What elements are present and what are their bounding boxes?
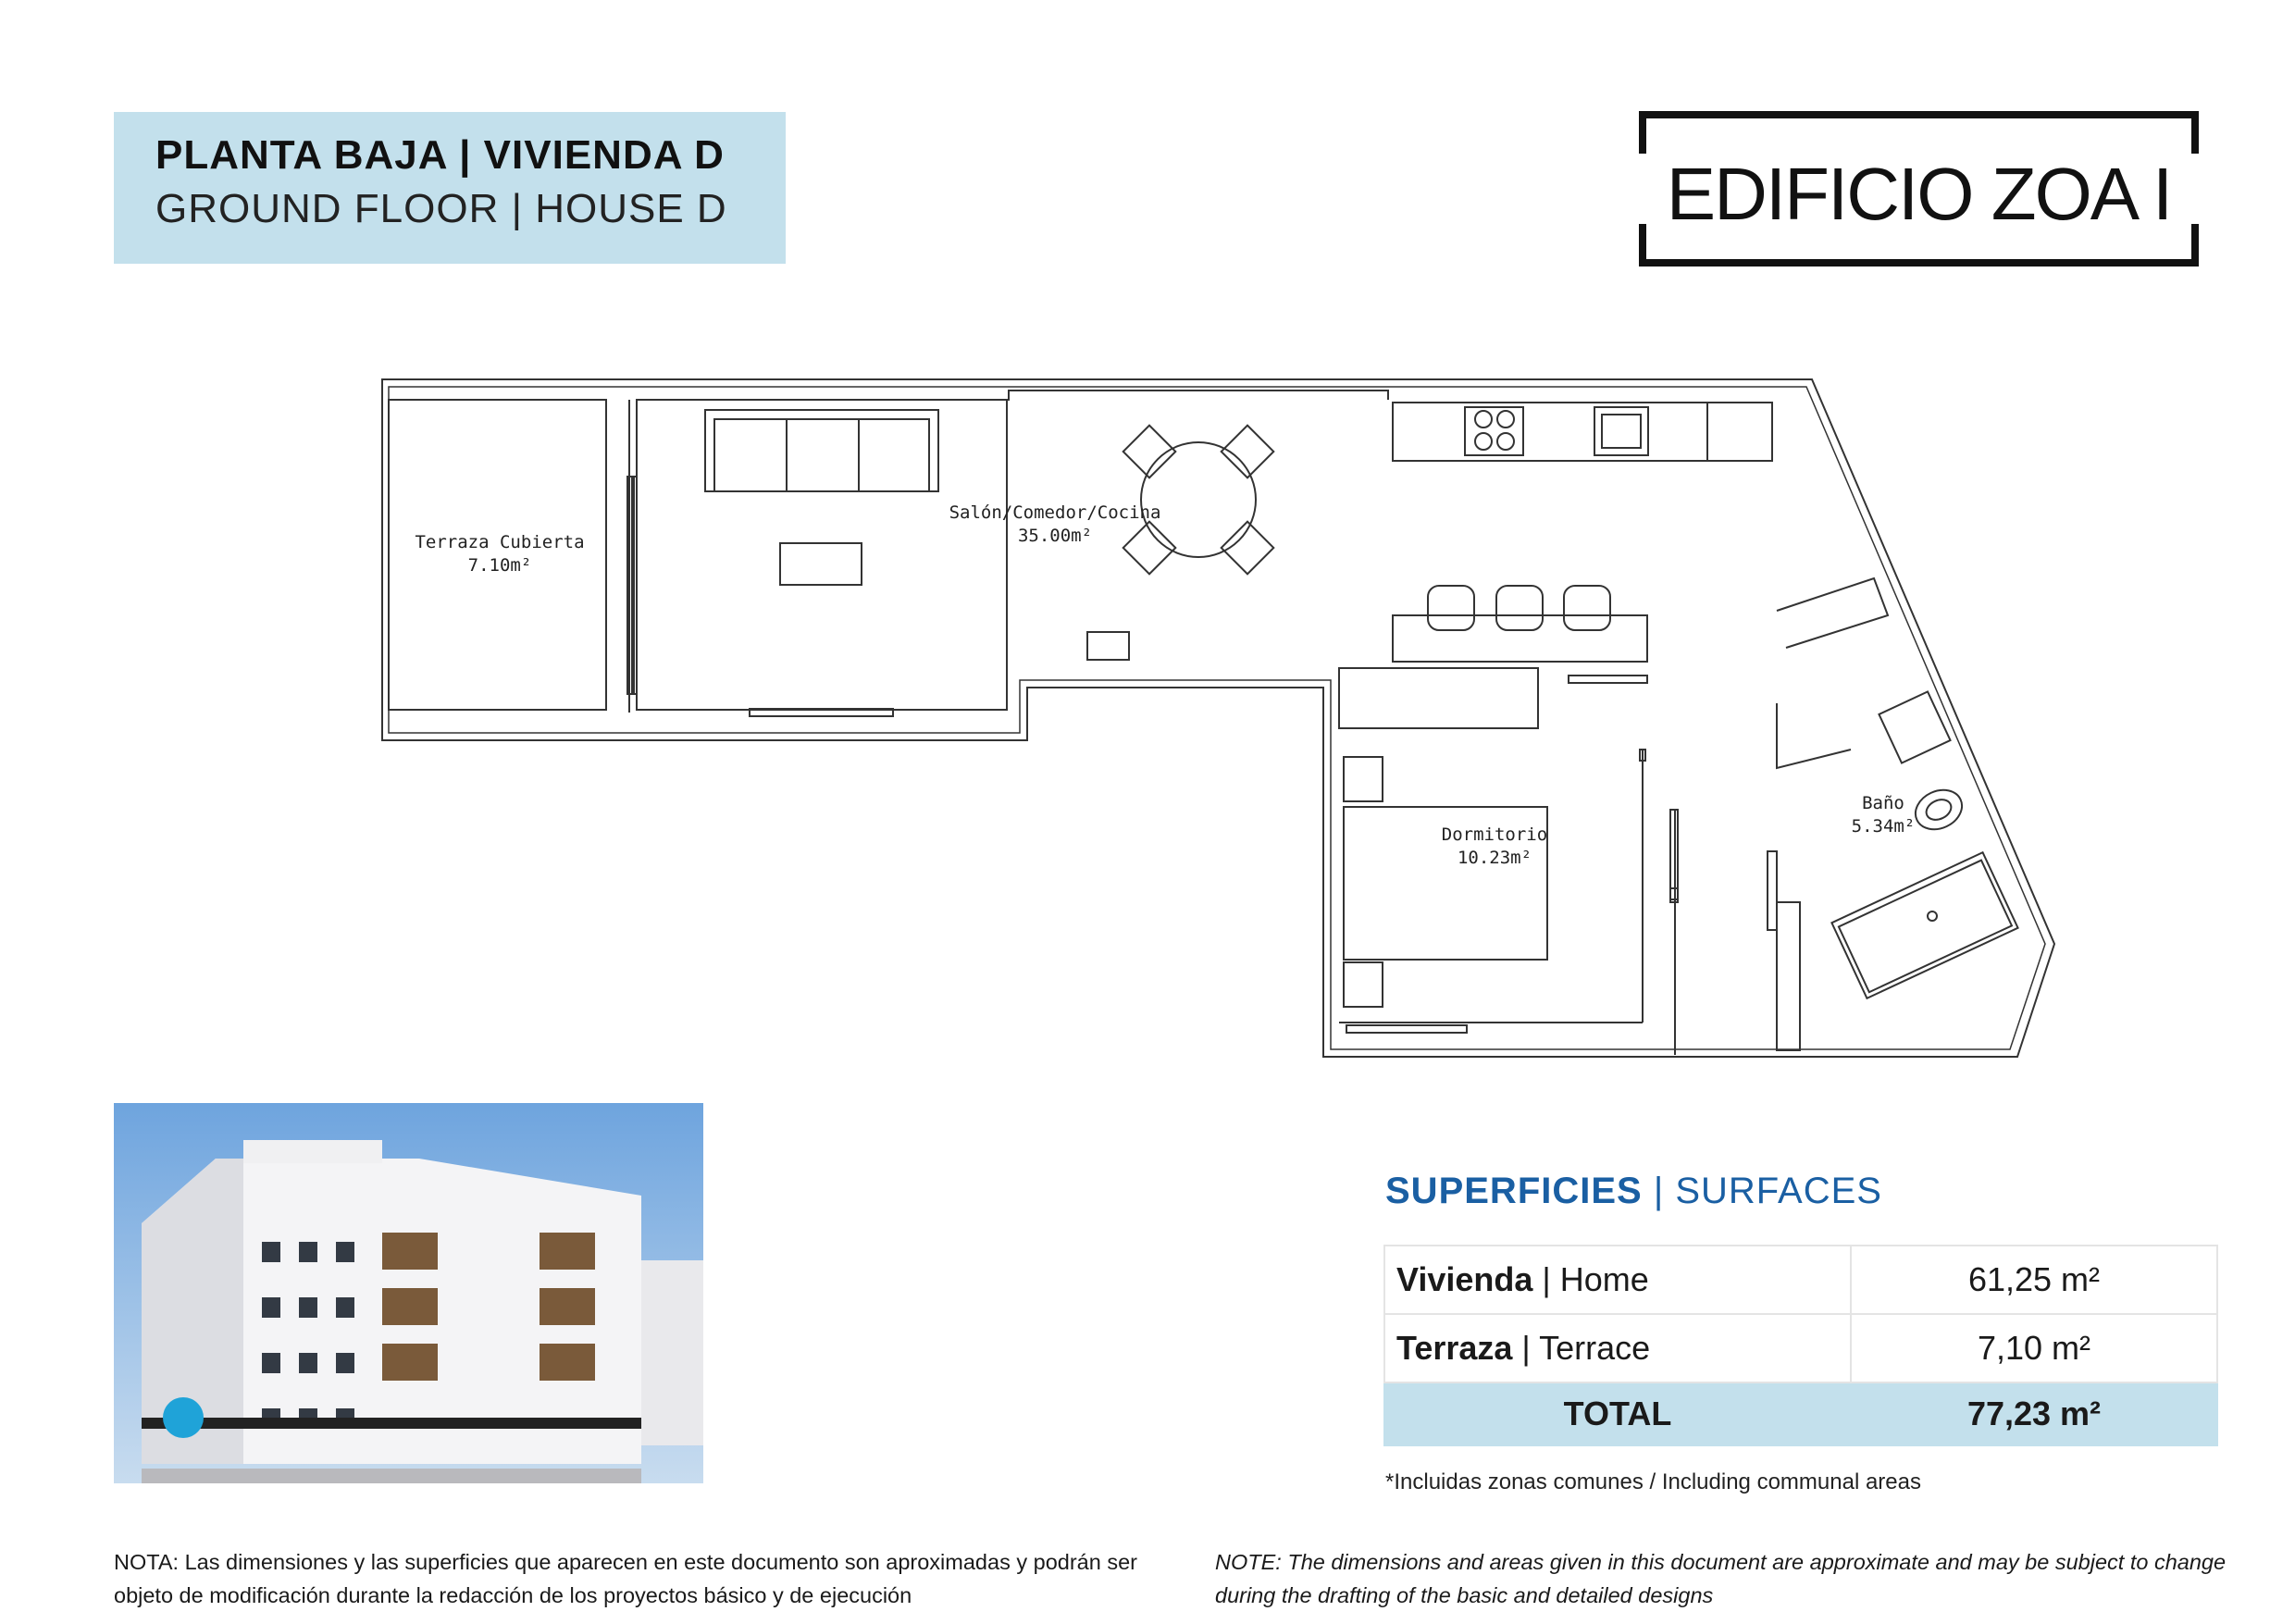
building-render-image xyxy=(114,1103,703,1483)
footer-note-en: NOTE: The dimensions and areas given in this document are approximate and may be subject to change during the drafting of the basic and detailed designs xyxy=(1215,1550,2227,1607)
surfaces-title-bold: SUPERFICIES xyxy=(1385,1171,1643,1211)
surfaces-title-sep: | xyxy=(1642,1171,1676,1211)
surfaces-title-light: SURFACES xyxy=(1675,1171,1882,1211)
table-row xyxy=(1384,1314,2217,1382)
fridge xyxy=(1707,403,1772,461)
total-label: TOTAL xyxy=(1384,1382,1851,1445)
living-name: Salón/Comedor/Cocina xyxy=(949,502,1161,523)
bathtub xyxy=(1831,852,2017,998)
page-title: PLANTA BAJA | VIVIENDA D xyxy=(155,132,725,178)
bedroom-area: 10.23m² xyxy=(1457,848,1532,868)
row-label-bold: Vivienda xyxy=(1396,1260,1533,1298)
table-row xyxy=(1384,1246,2217,1314)
cooktop-icon xyxy=(1465,407,1523,455)
surfaces-note: *Incluidas zonas comunes / Including communal areas xyxy=(1385,1469,1921,1494)
row-label-light: | Terrace xyxy=(1512,1329,1651,1367)
surfaces-table xyxy=(1383,1245,2218,1446)
row-value: 7,10 m² xyxy=(1851,1314,2217,1382)
living-area: 35.00m² xyxy=(1017,526,1093,546)
row-label-light: | Home xyxy=(1532,1260,1649,1298)
page-subtitle: GROUND FLOOR | HOUSE D xyxy=(155,186,727,231)
footer-note-es: NOTA: Las dimensiones y las superficies que aparecen en este documento son aproximadas y podrán ser objeto de modificación durante la redacción de los proyectos básico y de ejecución xyxy=(114,1550,1137,1607)
bedroom-name: Dormitorio xyxy=(1441,824,1548,845)
total-value: 77,23 m² xyxy=(1851,1382,2217,1445)
row-label xyxy=(1384,1246,1851,1314)
bathroom-name: Baño xyxy=(1862,793,1904,813)
row-label-bold: Terraza xyxy=(1396,1329,1513,1367)
dining-table xyxy=(1141,442,1256,557)
row-value: 61,25 m² xyxy=(1851,1246,2217,1314)
terrace-name: Terraza Cubierta xyxy=(415,532,585,552)
sofa xyxy=(705,410,938,491)
kitchen-counter xyxy=(1393,403,1772,461)
washbasin-icon xyxy=(1879,691,1950,762)
bathroom-area: 5.34m² xyxy=(1851,816,1916,837)
living-room xyxy=(637,400,1007,710)
coffee-table xyxy=(780,543,862,585)
logo-text: EDIFICIO ZOA I xyxy=(1666,153,2172,235)
terrace-area: 7.10m² xyxy=(467,555,532,576)
toilet-icon xyxy=(1909,783,1968,837)
surfaces-title xyxy=(1385,1171,1882,1212)
row-label xyxy=(1384,1314,1851,1382)
total-row xyxy=(1384,1382,2217,1445)
